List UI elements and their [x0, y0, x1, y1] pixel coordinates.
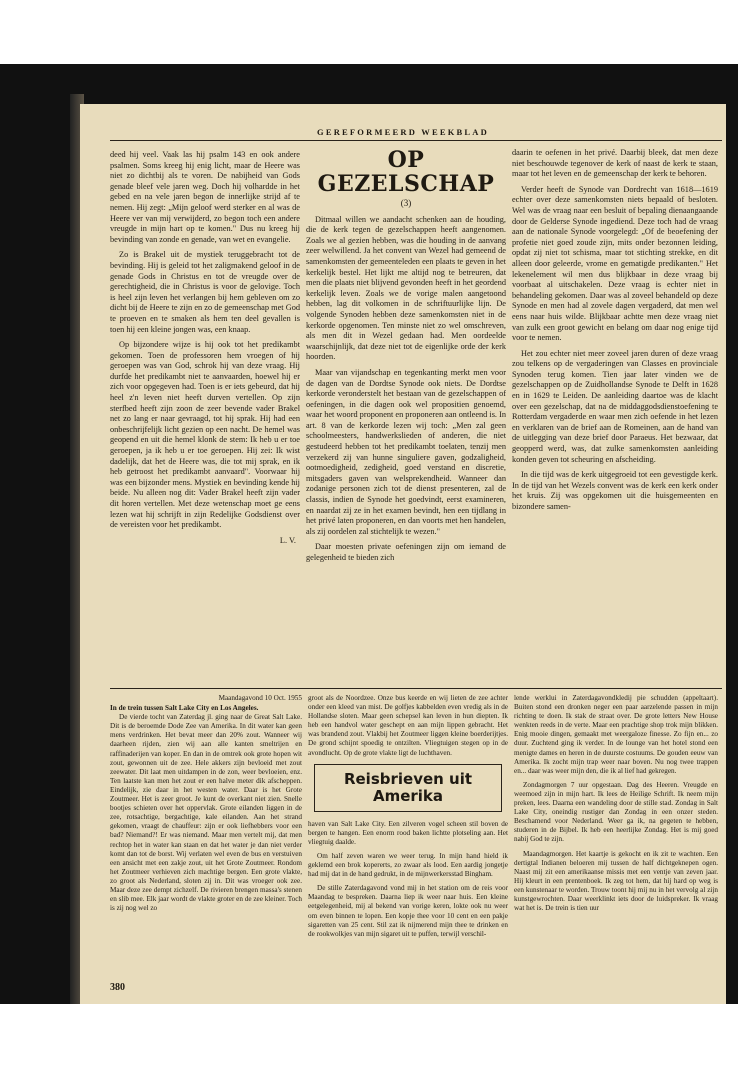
travel-paragraph: lende werklui in Zaterdagavondkledij pie schudden (appeltaart). Buiten stond een dronken neger een paar aarzelende passen in mijn richting te doen. Ik stak de straat over. De grote letters New House wenkten reeds in de verte. Maar een prachtige shop trok mijn blikken. Enig mooie dingen, gemaakt met weergaloze finesse. Zo fijn en... zo duur. Zuchtend ging ik verder. In de lounge van het hotel stond een menigte dames en heren in de duurste costuums. De gouden eeuw van Amerika. Ik zocht mijn trap weer naar boven. Nu nog twee trappen en... daar was weer mijn den, die ik al lief had gekregen.: [514, 694, 718, 775]
running-header: GEREFORMEERD WEEKBLAD: [317, 127, 489, 137]
article-column-1: [110, 150, 300, 682]
travel-column-1: [110, 694, 302, 994]
scanned-page-background: [0, 64, 738, 1004]
travel-paragraph: De stille Zaterdagavond vond mij in het station om de reis voor Maandag te bespreken. Daarna liep ik weer naar huis. Een kleine eetgelegenheid, mij al bekend van vorige keren, lokte ook nu weer om even binnen te lopen. Een kopje thee voor 10 cent en een pakje sigaretten van 25 cent. Stil zat ik nijmerend mijn thee te drinken en de rookwolkjes van mijn sigaret uit te puffen, terwijl verschil-: [308, 884, 508, 938]
article-paragraph: Daar moesten private oefeningen zijn om iemand de gelegenheid te bieden zich: [306, 542, 506, 562]
travel-heading-box: Reisbrieven uit Amerika: [314, 764, 502, 812]
article-number: (3): [400, 198, 412, 208]
article-paragraph: Het zou echter niet meer zoveel jaren duren of deze vraag zou telkens op de vergaderingen van Classes en provinciale Synoden terug komen. Tien jaar later vinden we de gezelschappen op de Zuidhollandse Synode te Delft in 1628 en in 1629 te Leiden. De aanleiding daartoe was de klacht over een gezelschap, dat na de middaggodsdienstoefening te Rotterdam vergaderde en waar men zich oefende in het lezen en verklaren van de brief aan de Romeinen, aan de hand van de uitlegging van deze brief door Paraeus. Het bezwaar, dat geopperd werd, was, dat zulke samenkomsten aanleiding konden geven tot scheuring en afscheiding.: [512, 348, 718, 464]
travel-column-3: [514, 694, 718, 994]
article-paragraph: Op bijzondere wijze is hij ook tot het predikambt gekomen. Toen de professoren hem vroegen of hij geroepen was van God, schrok hij van deze vraag. Hij durfde het predikambt niet te aanvaarden, hoewel hij er zich voor opgegeven had. Toen is er iets gebeurd, dat hij heel z'n leven niet heeft durven vertellen. Op zijn sterfbed heeft zijn zoon de zeer bevende vader Brakel net zo lang er naar gevraagd, tot hij sprak. Hij had een onbeschrijfelijk licht gezien op een nacht. De hemel was geopend en uit die hemel klonk de stem: Ik heb u er toe geroepen, ja ik heb u er toe geroepen. Hij zei: Ik wist dadelijk, dat het de Heere was, die tot mij sprak, en ik heb getroost het predikambt aanvaard". Voorwaar hij was een bijzonder mens. Mystiek en bevinding kende hij beide. Nu alleen nog dit: Vader Brakel heeft zijn vader dit horen vertellen. Met deze wetenschap moet ge eens lezen wat hij schrijft in zijn Redelijke Godsdienst over de vereisten voor het predikambt.: [110, 340, 300, 530]
travel-paragraph: De vierde tocht van Zaterdag jl. ging naar de Great Salt Lake. Dit is de beroemde Dode Zee van Amerika. In dit water kan geen mens verdrinken. Het bevat meer dan 20% zout. Wanneer wij daarheen rijden, zien wij aan alle kanten smeltrijen en raffinaderijen van koper. En dan in de omtrek ook grote hopen wit zout, gewonnen uit de zee. Hele akkers zijn bevloeid met zout zeewater. Dit laat men uitdampen in de zon, weer bevloeien, enz. Ten laatste kan men het zout er een halve meter dik afscheppen. Eindelijk, zie daar in het westen water. Daar is het Grote Zoutmeer. Het is zeer groot. Je kunt de overkant niet zien. Snelle bootjes schieten over het oppervlak. Grote eilanden liggen in de zee, rotsachtige, bergachtige, kale eilanden. Aan het strand gekomen, vraagt de chauffeur: zijn er ook liefhebbers voor een bad? Niemand?! Er was niemand. Maar men vertelt mij, dat men rechtop het in water kan staan en dat het water je dan niet verder komt dan tot de borst. Wij verlaten wel even de bus en verstuiven een ansicht met een zakje zout, uit het Grote Zoutmeer. Rondom het Zoutmeer verhieven zich machtige bergen. Een grote vlakte, zo groot als Nederland, sloten zij in. Dit was vroeger ook zee. Maar deze zee dempt zichzelf. De rivieren brengen massa's stenen en slib mee. Elk jaar wordt de vlakte groter en de zee kleiner. Toch is zij nog wel zo: [110, 713, 302, 913]
travel-paragraph: groot als de Noordzee. Onze bus keerde en wij lieten de zee achter onder een kleed van mist. De golfjes kabbelden even vredig als in de Hollandse sloten. Maar geen schepsel kan leven in hun diepten. Ik heb een handvol water geschept en aan mijn lippen gebracht. Het was brandend zout. Vlakbij het Zoutmeer liggen kleine boerderijtjes. De grond schijnt spoedig te ontzilten. Vliegtuigen stegen op in de avondlucht. Op de grote vlakte ligt de luchthaven.: [308, 694, 508, 757]
article-paragraph: Ditmaal willen we aandacht schenken aan de houding, die de kerk tegen de gezelschappen heeft aangenomen. Zoals we al gezien hebben, was die houding in de aanvang zeer welwillend. Ja het convent van Wezel had gemeend de samenkomsten der gemeenteleden een plaats te geven in het kerkelijk bestel. Het lijkt me altijd nog te betreuren, dat men die plaats niet blijvend gevonden heeft in het geordend kerkelijk leven. Zoals we de vorige malen aangetoond hebben, lag dit volkomen in de schriftuurlijke lijn. De volgende Synoden hebben deze samenkomsten niet in de kerkorde opgenomen. Ten minste niet zo wel omschreven, als men dit in Wezel gedaan had. Men oordeelde waarschijnlijk, dat deze niet tot de eigenlijke orde der kerk hoorden.: [306, 214, 506, 362]
article-paragraph: In die tijd was de kerk uitgegroeid tot een gevestigde kerk. In de tijd van het Wezels convent was de kerk een kerk onder het kruis. Zij was opgekomen uit die huisgemeenten en bizondere samen-: [512, 470, 718, 511]
article-paragraph: Zo is Brakel uit de mystiek teruggebracht tot de bevinding. Hij is geleid tot het zaligmakend geloof in de genade Gods in Christus en tot de vreugde over de gerechtigheid, die in Christus is voor de gelovige. Toch is heel zijn leven het verlangen bij hem gebleven om zo dicht bij de Heere te zijn en zo de gemeenschap met God te proeven en te smaken als hem ten deel gevallen is toen hij een kleine jongen was, een knaap.: [110, 250, 300, 334]
article-paragraph: deed hij veel. Vaak las hij psalm 143 en ook andere psalmen. Soms kreeg hij enig licht, maar de Heere was niet zo dichtbij als te voren. De nabijheid van Gods genade bleef vele jaren weg. Doch hij volhardde in het gebed en na vele jaren begon de innerlijke strijd af te nemen. Hij zegt: „Mijn geloof werd sterker en al was de Heere ver van mij verwijderd, zo begon toch een andere vreugde in mijn hart op te komen." Dus nu kreeg hij bevinding van zonde en genade, van wet en evangelie.: [110, 150, 300, 244]
travel-paragraph: Om half zeven waren we weer terug. In mijn hand hield ik geklemd een brok kopererts, zo zwaar als lood. Een aardig jongetje had mij dat in de hand gedrukt, in de mijnwerkersstad Bingham.: [308, 851, 508, 879]
header-rule: [110, 140, 722, 141]
section-rule: [110, 688, 722, 689]
travel-paragraph: haven van Salt Lake City. Een zilveren vogel scheen stil boven de bergen te hangen. Een enorm rood baken lichtte plotseling aan. Het vliegtuig daalde.: [308, 819, 508, 846]
travel-location: In de trein tussen Salt Lake City en Los Angeles.: [110, 704, 259, 713]
page-number: 380: [110, 982, 125, 993]
article-column-2: [306, 148, 506, 684]
travel-column-2: [308, 694, 508, 994]
article-title: OP GEZELSCHAP: [317, 148, 495, 197]
travel-paragraph: Maandagmorgen. Het kaartje is gekocht en ik zit te wachten. Een dertigtal Indianen beloeren mij tussen de half dichtgeknepen ogen. Naast mij zit een amerikaanse missis met een ventje van zeven jaar. Hij kleurt in een prentenboek. Ik zeg tot hem, dat hij hard op weg is een kunstenaar te worden. Trouw toont hij mij nu in het vervolg al zijn kunstgewrochten. Daar weerklinkt iets door de luidspreker. Ik vraag wat het is. De trein is tien uur: [514, 849, 718, 913]
travel-date: Maandagavond 10 Oct. 1955: [218, 694, 302, 702]
article-paragraph: daarin te oefenen in het privé. Daarbij bleek, dat men deze niet beschouwde tegenover de kerk of naast de kerk te staan, maar tot het leven en de gemeenschap der kerk te behoren.: [512, 148, 718, 179]
article-signature: L. V.: [279, 535, 296, 545]
article-paragraph: Verder heeft de Synode van Dordrecht van 1618—1619 echter over deze samenkomsten niets bepaald of besloten. Wel was de vraag naar een besluit of bepaling dienaangaande door de Gelderse Synode ingediend. Deze toch had de vraag aan de nationale Synode voorgelegd: „Of de beoefening der profetie niet goed zoude zijn, mits onder bezonnen leiding, opdat zij niet tot schisma, maar tot stichting strekke, en dit alleen door geleerde, vrome en gematigde predikanten." Het lekenelement wil men dus blijkbaar in deze vraag bij voorbaat al uitschakelen. Deze vraag is echter niet in behandeling gekomen. Daar was al zoveel behandeld op deze Synode en men had al zovele dagen vergaderd, dat men wel eens naar huis wilde. Blijkbaar achtte men deze vraag niet van zulk een groot gewicht en belang om daar nog enige tijd voor te nemen.: [512, 184, 718, 343]
newspaper-page: [80, 104, 726, 1004]
article-paragraph: Maar van vijandschap en tegenkanting merkt men voor de dagen van de Dordtse Synode ook niets. De Dordtse kerkorde veronderstelt het bestaan van de gezelschappen of oefeningen, in die dagen ook wel propositien genoemd, waar het woord proponent en proponeren aan ontleend is. In art. 8 van de kerkorde lezen wij toch: „Men zal geen schoolmeesters, handwerkslieden of anderen, die niet gestudeerd hebben tot het predikambt toelaten, tenzij men verzekerd zij van hunne singuliere gaven, godzaligheid, ootmoedigheid, zedigheid, goed verstand en discretie, mitsgaders gaven van welsprekendheid. Wanneer dan zodanige personen zich tot de dienst presenteren, zal de classis, indien de Synode het goedvindt, eerst examineren, en naardat zij ze in het examen bevindt, hen een tijdlang in het privé laten proponeren, en dan voorts met hen handelen, als zij oordelen zal stichtelijk te wezen.": [306, 367, 506, 536]
travel-paragraph: Zondagmorgen 7 uur opgestaan. Dag des Heeren. Vreugde en weemoed zijn in mijn hart. Ik lees de Heilige Schrift. Ik neem mijn preken, lees. Daarna een wandeling door de stille stad. Zondag in Salt Lake City, oneindig rustiger dan Zondag in een onzer steden. Beschamend voor Nederland. Weer ga ik, na gegeten te hebben, studeren in de Bijbel. Ik heb een heerlijke Zondag. Het is mij goed nabij God te zijn.: [514, 780, 718, 844]
article-column-3: [512, 148, 718, 684]
